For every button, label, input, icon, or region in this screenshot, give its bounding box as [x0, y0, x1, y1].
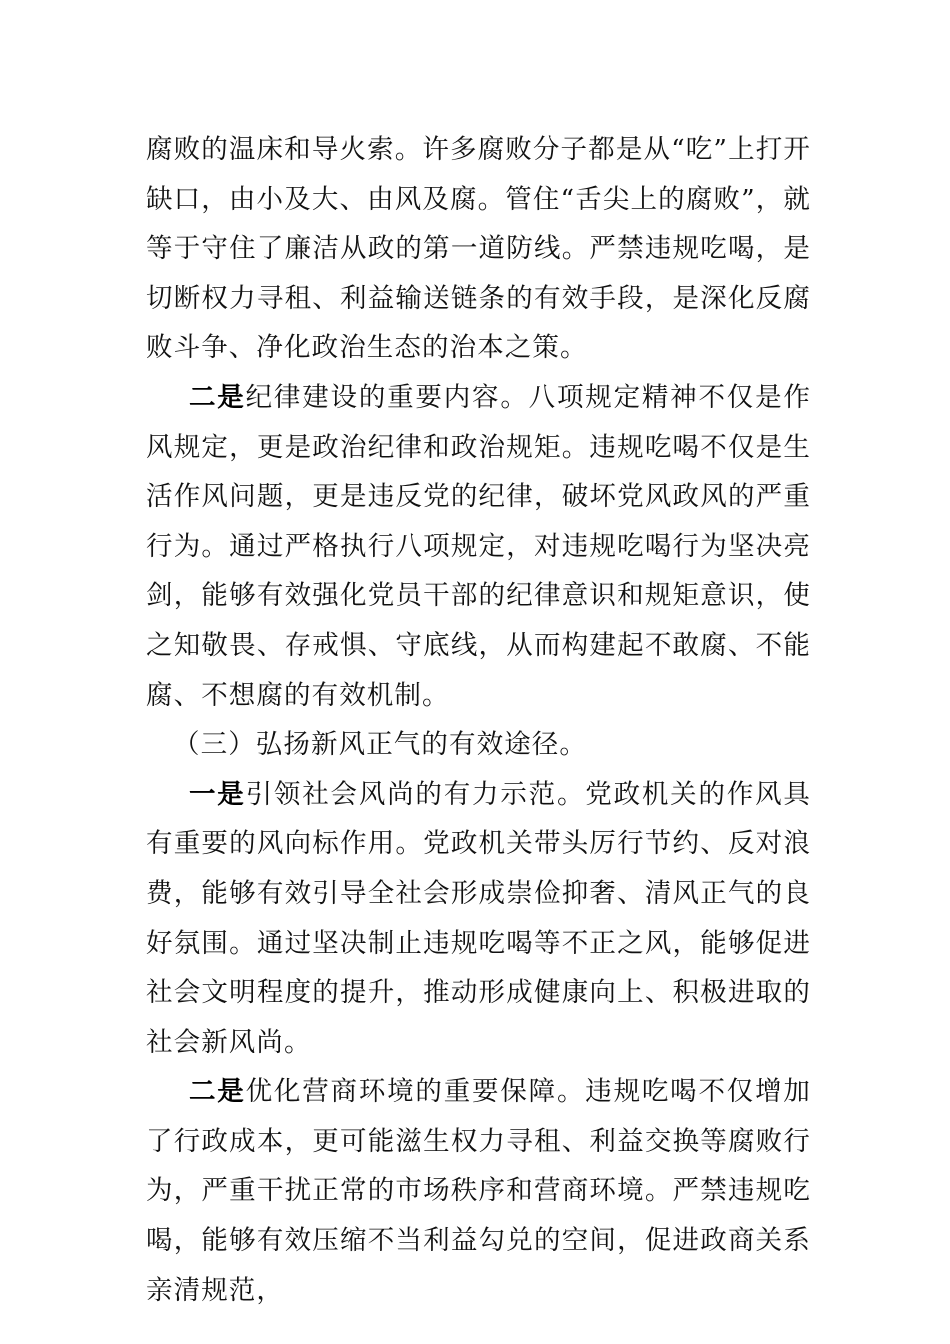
paragraph-continuation — [146, 125, 811, 373]
paragraph-text: 引领社会风尚的有力示范。党政机关的作风具有重要的风向标作用。党政机关带头厉行节约、反对浪费，能够有效引导全社会形成崇俭抑奢、清风正气的良好氛围。通过坚决制止违规吃喝等不正之风，能够促进社会文明程度的提升，推动形成健康向上、积极进取的社会新风尚。 — [146, 778, 811, 1058]
section-heading — [146, 720, 811, 770]
paragraph-point-two-business-environment — [146, 1067, 811, 1315]
paragraph-text: 腐败的温床和导火索。许多腐败分子都是从“吃”上打开缺口，由小及大、由风及腐。管住“舌尖上的腐败”，就等于守住了廉洁从政的第一道防线。严禁违规吃喝，是切断权力寻租、利益输送链条的有效手段，是深化反腐败斗争、净化政治生态的治本之策。 — [146, 134, 811, 364]
paragraph-text: 优化营商环境的重要保障。违规吃喝不仅增加了行政成本，更可能滋生权力寻租、利益交换等腐败行为，严重干扰正常的市场秩序和营商环境。严禁违规吃喝，能够有效压缩不当利益勾兑的空间，促进政商关系亲清规范， — [146, 1076, 811, 1306]
paragraph-point-two-discipline — [146, 373, 811, 720]
paragraph-lead: 一是 — [189, 778, 246, 810]
paragraph-lead: 二是 — [189, 1076, 246, 1108]
paragraph-text: 纪律建设的重要内容。八项规定精神不仅是作风规定，更是政治纪律和政治规矩。违规吃喝不仅是生活作风问题，更是违反党的纪律，破坏党风政风的严重行为。通过严格执行八项规定，对违规吃喝行为坚决亮剑，能够有效强化党员干部的纪律意识和规矩意识，使之知敬畏、存戒惧、守底线，从而构建起不敢腐、不能腐、不想腐的有效机制。 — [146, 381, 811, 711]
section-heading-text: （三）弘扬新风正气的有效途径。 — [173, 729, 587, 761]
document-body — [146, 125, 811, 1315]
paragraph-lead: 二是 — [189, 381, 246, 413]
paragraph-point-one-social-trend — [146, 770, 811, 1068]
